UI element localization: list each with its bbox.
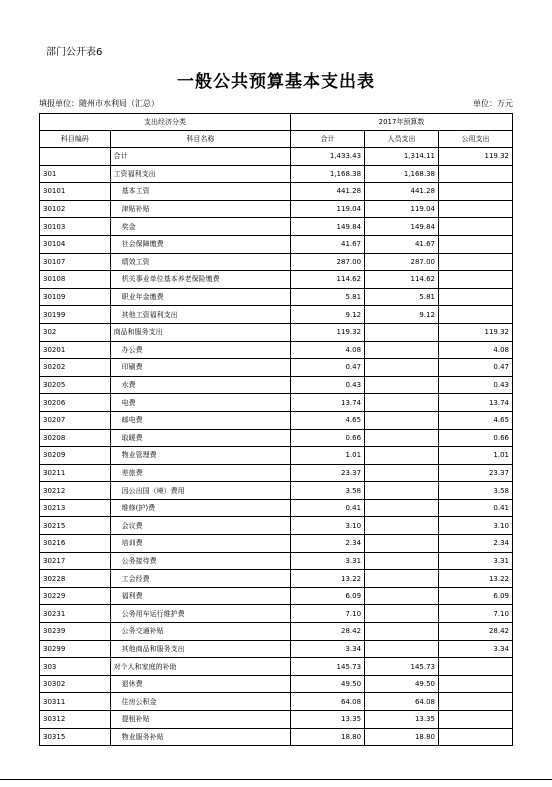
row-public-cell: 23.37 <box>439 464 513 482</box>
budget-year-header: 2017年预算数 <box>291 114 513 131</box>
row-public-cell: 7.10 <box>439 605 513 623</box>
row-total-cell: 28.42 <box>291 623 365 641</box>
table-row <box>40 658 513 676</box>
row-personnel-cell: 18.80 <box>365 728 439 746</box>
row-name-cell: 公务接待费 <box>110 552 290 570</box>
row-personnel-cell <box>365 323 439 341</box>
row-total-cell: 4.08 <box>291 341 365 359</box>
row-name-cell: 物业服务补贴 <box>110 728 290 746</box>
row-name-cell: 电费 <box>110 394 290 412</box>
row-personnel-cell: 41.67 <box>365 235 439 253</box>
row-total-cell: 0.66 <box>291 429 365 447</box>
row-public-cell <box>439 306 513 324</box>
row-name-cell: 提租补贴 <box>110 711 290 729</box>
row-personnel-cell <box>365 587 439 605</box>
row-name-cell: 奖金 <box>110 218 290 236</box>
row-public-cell <box>439 658 513 676</box>
row-name-cell: 维修(护)费 <box>110 499 290 517</box>
row-total-cell: 119.04 <box>291 200 365 218</box>
table-row <box>40 517 513 535</box>
row-code-cell: 30107 <box>40 253 111 271</box>
row-code-cell: 30209 <box>40 447 111 465</box>
economic-classification-header: 支出经济分类 <box>40 114 291 131</box>
row-personnel-cell: 145.73 <box>365 658 439 676</box>
table-row <box>40 675 513 693</box>
row-code-cell: 30104 <box>40 235 111 253</box>
row-total-cell: 23.37 <box>291 464 365 482</box>
row-total-cell: 64.08 <box>291 693 365 711</box>
page-title: 一般公共预算基本支出表 <box>177 72 375 92</box>
row-name-cell: 福利费 <box>110 587 290 605</box>
row-code-cell: 30216 <box>40 535 111 553</box>
row-code-cell: 30212 <box>40 482 111 500</box>
table-row <box>40 482 513 500</box>
row-name-cell: 机关事业单位基本养老保险缴费 <box>110 271 290 289</box>
row-name-cell: 工会经费 <box>110 570 290 588</box>
row-public-cell: 0.47 <box>439 359 513 377</box>
row-total-cell: 119.32 <box>291 323 365 341</box>
table-row <box>40 200 513 218</box>
row-personnel-cell: 287.00 <box>365 253 439 271</box>
row-public-cell <box>439 165 513 183</box>
budget-table <box>39 113 513 746</box>
table-row <box>40 306 513 324</box>
row-code-cell <box>40 148 111 166</box>
row-name-cell: 基本工资 <box>110 183 290 201</box>
reporting-unit: 填报单位：随州市水利局（汇总） <box>39 99 159 108</box>
row-public-cell <box>439 200 513 218</box>
row-name-cell: 办公费 <box>110 341 290 359</box>
row-public-cell: 2.34 <box>439 535 513 553</box>
row-total-cell: 114.62 <box>291 271 365 289</box>
row-name-cell: 物业管理费 <box>110 447 290 465</box>
row-code-cell: 30228 <box>40 570 111 588</box>
row-public-cell: 119.32 <box>439 148 513 166</box>
row-personnel-cell: 114.62 <box>365 271 439 289</box>
row-public-cell: 3.10 <box>439 517 513 535</box>
table-row <box>40 288 513 306</box>
row-code-cell: 30299 <box>40 640 111 658</box>
row-code-cell: 30229 <box>40 587 111 605</box>
row-code-cell: 30315 <box>40 728 111 746</box>
table-row <box>40 341 513 359</box>
table-row <box>40 570 513 588</box>
table-group-header-row <box>40 114 513 131</box>
row-total-cell: 41.67 <box>291 235 365 253</box>
table-row <box>40 253 513 271</box>
row-personnel-cell <box>365 464 439 482</box>
row-name-cell: 职业年金缴费 <box>110 288 290 306</box>
row-personnel-cell <box>365 429 439 447</box>
row-personnel-cell <box>365 359 439 377</box>
row-code-cell: 30201 <box>40 341 111 359</box>
row-public-cell <box>439 253 513 271</box>
row-total-cell: 6.09 <box>291 587 365 605</box>
row-code-cell: 30231 <box>40 605 111 623</box>
row-personnel-cell <box>365 447 439 465</box>
row-personnel-cell: 5.81 <box>365 288 439 306</box>
row-total-cell: 0.47 <box>291 359 365 377</box>
row-code-cell: 30101 <box>40 183 111 201</box>
table-row <box>40 323 513 341</box>
row-code-cell: 30208 <box>40 429 111 447</box>
row-total-cell: 13.22 <box>291 570 365 588</box>
row-personnel-cell: 64.08 <box>365 693 439 711</box>
row-code-cell: 30109 <box>40 288 111 306</box>
row-public-cell: 0.43 <box>439 376 513 394</box>
row-personnel-cell <box>365 482 439 500</box>
row-name-cell: 邮电费 <box>110 411 290 429</box>
row-code-cell: 30211 <box>40 464 111 482</box>
row-code-cell: 30202 <box>40 359 111 377</box>
row-code-cell: 30206 <box>40 394 111 412</box>
row-total-cell: 13.74 <box>291 394 365 412</box>
row-personnel-cell: 1,168.38 <box>365 165 439 183</box>
row-total-cell: 1,168.38 <box>291 165 365 183</box>
table-row <box>40 464 513 482</box>
row-name-cell: 对个人和家庭的补助 <box>110 658 290 676</box>
column-header-name: 科目名称 <box>110 131 290 148</box>
row-personnel-cell <box>365 341 439 359</box>
row-name-cell: 水费 <box>110 376 290 394</box>
row-name-cell: 会议费 <box>110 517 290 535</box>
row-personnel-cell: 441.28 <box>365 183 439 201</box>
row-name-cell: 住房公积金 <box>110 693 290 711</box>
row-total-cell: 441.28 <box>291 183 365 201</box>
row-total-cell: 145.73 <box>291 658 365 676</box>
row-code-cell: 30213 <box>40 499 111 517</box>
row-name-cell: 津贴补贴 <box>110 200 290 218</box>
table-row <box>40 535 513 553</box>
row-personnel-cell: 149.84 <box>365 218 439 236</box>
row-code-cell: 30207 <box>40 411 111 429</box>
row-name-cell: 因公出国（境）费用 <box>110 482 290 500</box>
table-row <box>40 728 513 746</box>
row-code-cell: 301 <box>40 165 111 183</box>
row-code-cell: 30199 <box>40 306 111 324</box>
table-body <box>40 148 513 746</box>
row-total-cell: 3.10 <box>291 517 365 535</box>
page-label: 部门公开表6 <box>46 47 103 58</box>
row-personnel-cell <box>365 623 439 641</box>
row-name-cell: 培训费 <box>110 535 290 553</box>
row-public-cell: 3.58 <box>439 482 513 500</box>
row-personnel-cell: 119.04 <box>365 200 439 218</box>
row-public-cell: 6.09 <box>439 587 513 605</box>
row-public-cell <box>439 711 513 729</box>
row-total-cell: 18.80 <box>291 728 365 746</box>
row-personnel-cell <box>365 605 439 623</box>
row-public-cell <box>439 728 513 746</box>
row-total-cell: 287.00 <box>291 253 365 271</box>
row-public-cell <box>439 271 513 289</box>
row-public-cell <box>439 693 513 711</box>
table-row <box>40 587 513 605</box>
row-total-cell: 5.81 <box>291 288 365 306</box>
row-total-cell: 2.34 <box>291 535 365 553</box>
column-header-total: 合计 <box>291 131 365 148</box>
row-total-cell: 3.34 <box>291 640 365 658</box>
row-total-cell: 1.01 <box>291 447 365 465</box>
row-total-cell: 1,433.43 <box>291 148 365 166</box>
table-row <box>40 411 513 429</box>
row-personnel-cell: 9.12 <box>365 306 439 324</box>
row-public-cell: 13.22 <box>439 570 513 588</box>
row-total-cell: 0.41 <box>291 499 365 517</box>
table-row <box>40 359 513 377</box>
table-row <box>40 711 513 729</box>
row-personnel-cell <box>365 411 439 429</box>
row-name-cell: 绩效工资 <box>110 253 290 271</box>
page-bottom-rule <box>0 779 552 780</box>
row-code-cell: 302 <box>40 323 111 341</box>
row-code-cell: 30302 <box>40 675 111 693</box>
row-public-cell: 0.41 <box>439 499 513 517</box>
row-personnel-cell <box>365 552 439 570</box>
table-row <box>40 499 513 517</box>
row-personnel-cell <box>365 376 439 394</box>
table-row <box>40 148 513 166</box>
row-code-cell: 30102 <box>40 200 111 218</box>
table-row <box>40 165 513 183</box>
row-code-cell: 30108 <box>40 271 111 289</box>
row-name-cell: 公务用车运行维护费 <box>110 605 290 623</box>
row-name-cell: 公务交通补贴 <box>110 623 290 641</box>
row-public-cell: 4.08 <box>439 341 513 359</box>
row-personnel-cell: 49.50 <box>365 675 439 693</box>
row-name-cell: 退休费 <box>110 675 290 693</box>
column-header-public: 公用支出 <box>439 131 513 148</box>
row-personnel-cell: 13.35 <box>365 711 439 729</box>
row-total-cell: 3.31 <box>291 552 365 570</box>
table-row <box>40 429 513 447</box>
row-name-cell: 差旅费 <box>110 464 290 482</box>
row-personnel-cell <box>365 570 439 588</box>
row-code-cell: 30205 <box>40 376 111 394</box>
row-name-cell: 工资福利支出 <box>110 165 290 183</box>
row-public-cell: 28.42 <box>439 623 513 641</box>
row-public-cell: 13.74 <box>439 394 513 412</box>
row-code-cell: 30312 <box>40 711 111 729</box>
row-public-cell <box>439 675 513 693</box>
table-row <box>40 623 513 641</box>
table-row <box>40 183 513 201</box>
row-total-cell: 3.58 <box>291 482 365 500</box>
table-column-header-row <box>40 131 513 148</box>
row-name-cell: 社会保障缴费 <box>110 235 290 253</box>
row-total-cell: 9.12 <box>291 306 365 324</box>
row-total-cell: 13.35 <box>291 711 365 729</box>
row-code-cell: 303 <box>40 658 111 676</box>
table-row <box>40 218 513 236</box>
row-code-cell: 30103 <box>40 218 111 236</box>
row-public-cell: 0.66 <box>439 429 513 447</box>
row-code-cell: 30239 <box>40 623 111 641</box>
row-public-cell: 4.65 <box>439 411 513 429</box>
row-code-cell: 30311 <box>40 693 111 711</box>
row-name-cell: 取暖费 <box>110 429 290 447</box>
row-code-cell: 30217 <box>40 552 111 570</box>
table-row <box>40 271 513 289</box>
row-personnel-cell <box>365 640 439 658</box>
currency-unit: 单位：万元 <box>473 99 513 108</box>
row-total-cell: 0.43 <box>291 376 365 394</box>
row-public-cell: 119.32 <box>439 323 513 341</box>
row-public-cell <box>439 288 513 306</box>
row-personnel-cell: 1,314.11 <box>365 148 439 166</box>
row-public-cell <box>439 218 513 236</box>
row-name-cell: 印刷费 <box>110 359 290 377</box>
row-total-cell: 7.10 <box>291 605 365 623</box>
row-total-cell: 49.50 <box>291 675 365 693</box>
row-personnel-cell <box>365 499 439 517</box>
row-code-cell: 30215 <box>40 517 111 535</box>
row-public-cell: 3.34 <box>439 640 513 658</box>
row-name-cell: 其他商品和服务支出 <box>110 640 290 658</box>
row-public-cell <box>439 183 513 201</box>
table-row <box>40 552 513 570</box>
table-row <box>40 376 513 394</box>
row-public-cell <box>439 235 513 253</box>
row-public-cell: 3.31 <box>439 552 513 570</box>
row-total-cell: 4.65 <box>291 411 365 429</box>
row-personnel-cell <box>365 535 439 553</box>
table-row <box>40 235 513 253</box>
row-public-cell: 1.01 <box>439 447 513 465</box>
column-header-code: 科目编码 <box>40 131 111 148</box>
row-personnel-cell <box>365 394 439 412</box>
column-header-personnel: 人员支出 <box>365 131 439 148</box>
row-name-cell: 其他工资福利支出 <box>110 306 290 324</box>
table-row <box>40 605 513 623</box>
row-personnel-cell <box>365 517 439 535</box>
row-name-cell: 合计 <box>110 148 290 166</box>
table-row <box>40 447 513 465</box>
table-row <box>40 640 513 658</box>
row-name-cell: 商品和服务支出 <box>110 323 290 341</box>
row-total-cell: 149.84 <box>291 218 365 236</box>
table-row <box>40 394 513 412</box>
table-row <box>40 693 513 711</box>
